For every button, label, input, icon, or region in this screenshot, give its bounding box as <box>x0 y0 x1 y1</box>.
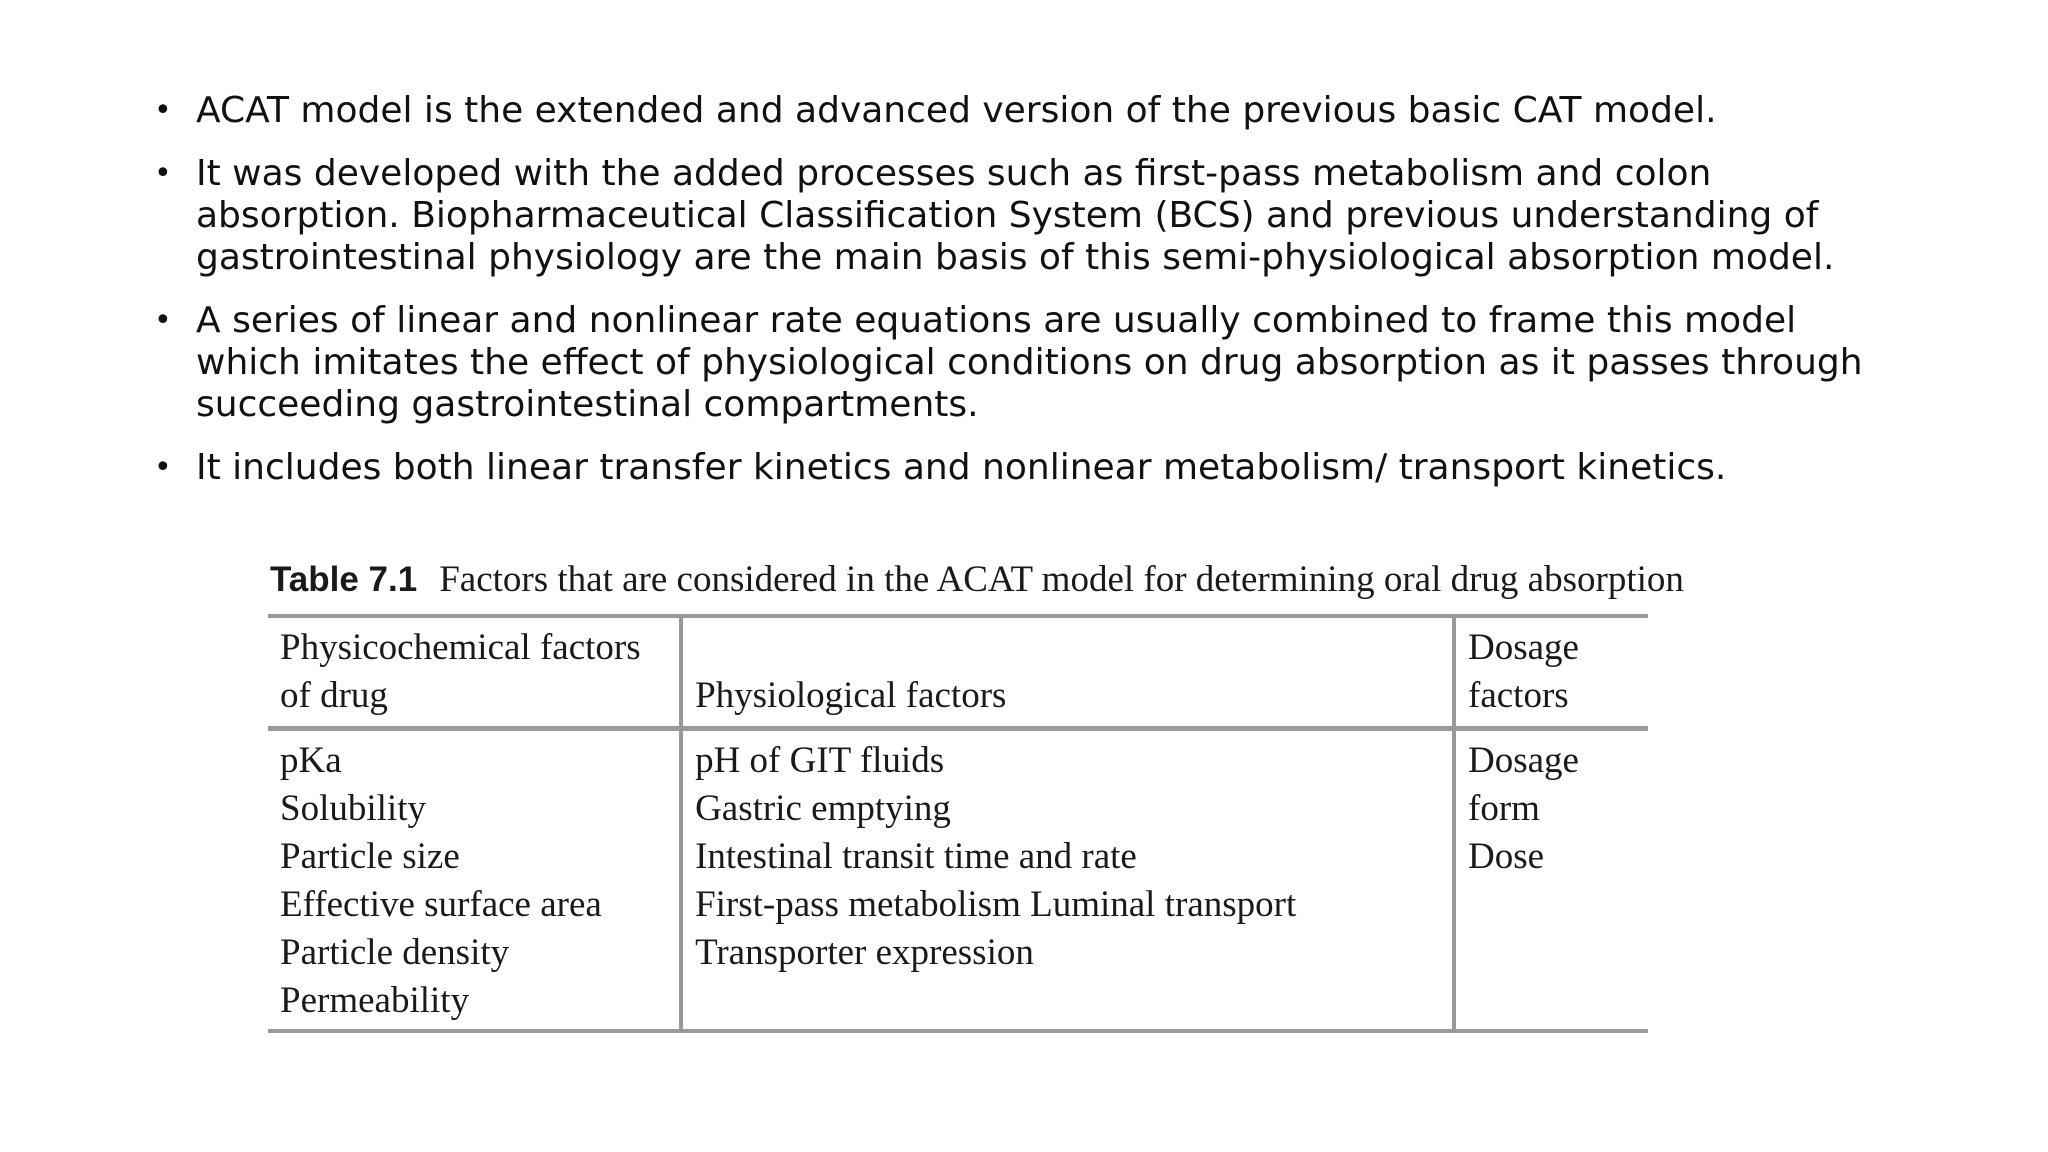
header-dosage <box>1454 616 1648 729</box>
table-row <box>268 729 1648 1032</box>
list-item: Dose <box>1468 836 1545 877</box>
list-item: Particle size <box>280 836 460 877</box>
table-header-row <box>268 616 1648 729</box>
bullet-item <box>150 447 1910 489</box>
header-physiological <box>681 616 1454 729</box>
bullet-text: ACAT model is the extended and advanced version of the previous basic CAT model. <box>196 90 1717 131</box>
bullet-icon: • <box>154 450 172 485</box>
list-item: pKa <box>280 740 342 781</box>
list-item: First-pass metabolism Luminal transport <box>695 884 1297 925</box>
physicochemical-cell <box>268 729 681 1032</box>
list-item: Solubility <box>280 788 426 829</box>
bullet-list <box>150 90 1910 510</box>
header-line: factors <box>1468 675 1569 716</box>
header-line: of drug <box>280 675 388 716</box>
bullet-text: It was developed with the added processes such as first-pass metabolism and colon absorption. Biopharmaceutical Classification System (BCS) and previous understanding of gastrointestinal physiology are the main basis of this semi-physiological absorption model. <box>196 153 1835 278</box>
list-item: pH of GIT fluids <box>695 740 945 781</box>
bullet-item <box>150 90 1910 132</box>
bullet-icon: • <box>154 303 172 338</box>
bullet-text: It includes both linear transfer kinetics and nonlinear metabolism/ transport kinetics. <box>196 447 1727 488</box>
list-item: form <box>1468 788 1540 829</box>
table-caption <box>270 556 1684 604</box>
bullet-item <box>150 153 1910 279</box>
bullet-icon: • <box>154 93 172 128</box>
bullet-item <box>150 300 1910 426</box>
list-item: Intestinal transit time and rate <box>695 836 1137 877</box>
physiological-cell <box>681 729 1454 1032</box>
list-item: Gastric emptying <box>695 788 951 829</box>
list-item: Particle density <box>280 932 510 973</box>
list-item: Permeability <box>280 980 470 1021</box>
header-line: Physiological factors <box>695 675 1007 716</box>
factors-table <box>268 614 1648 1033</box>
header-line: Dosage <box>1468 627 1579 668</box>
header-physicochemical <box>268 616 681 729</box>
list-item: Effective surface area <box>280 884 602 925</box>
header-line: Physicochemical factors <box>280 627 641 668</box>
bullet-icon: • <box>154 156 172 191</box>
table-figure <box>268 556 1684 1033</box>
list-item: Transporter expression <box>695 932 1034 973</box>
bullet-text: A series of linear and nonlinear rate equations are usually combined to frame this model which imitates the effect of physiological conditions on drug absorption as it passes through succeeding gastrointestinal compartments. <box>196 300 1863 425</box>
table-caption-text: Factors that are considered in the ACAT model for determining oral drug absorption <box>439 559 1684 600</box>
dosage-cell <box>1454 729 1648 1032</box>
list-item: Dosage <box>1468 740 1579 781</box>
table-caption-label: Table 7.1 <box>270 560 418 599</box>
